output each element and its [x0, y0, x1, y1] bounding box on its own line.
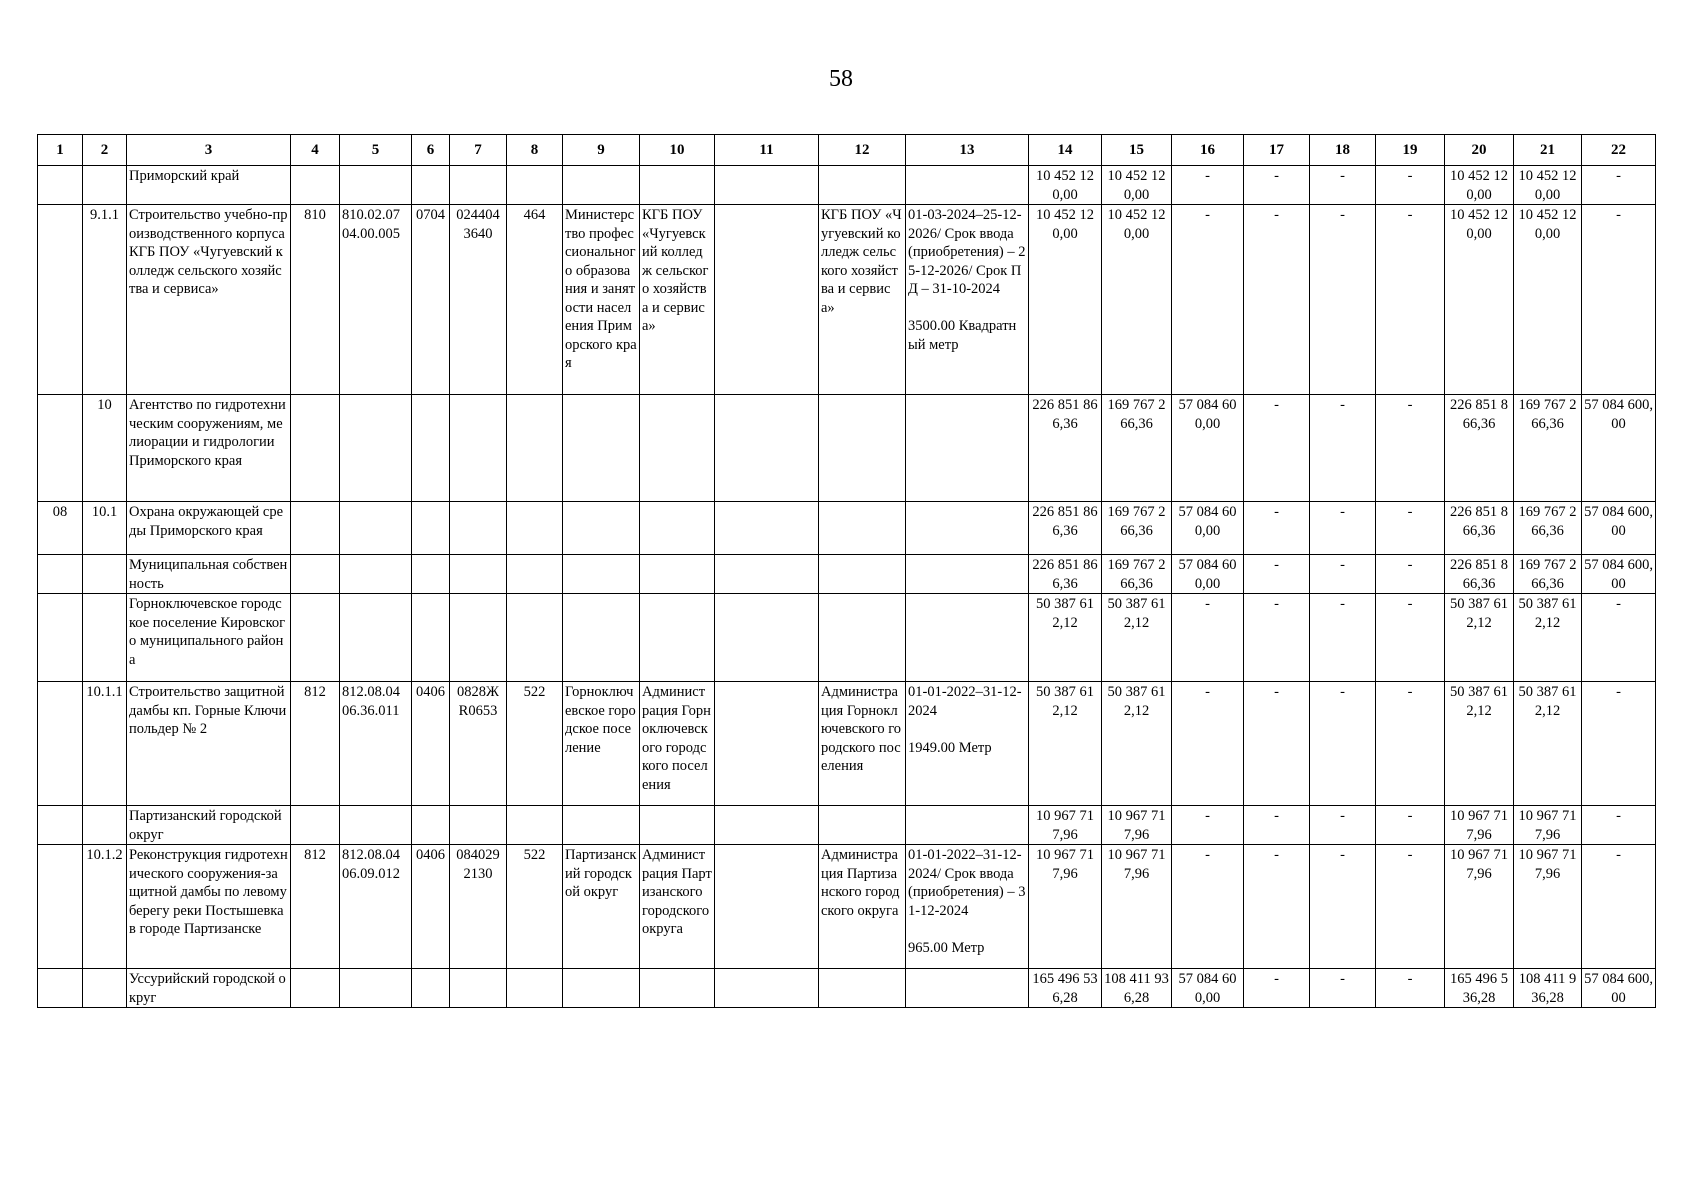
- table-cell-col-22: -: [1582, 682, 1656, 806]
- table-cell-col-15: 10 452 120,00: [1102, 205, 1172, 395]
- table-cell-col-5: 810.02.07 04.00.005: [340, 205, 412, 395]
- table-cell-col-3: Приморский край: [127, 166, 291, 205]
- table-cell-col-17: -: [1244, 682, 1310, 806]
- table-cell-col-16: -: [1172, 845, 1244, 969]
- table-cell-col-4: [291, 395, 340, 502]
- table-cell-col-14: 10 452 120,00: [1029, 205, 1102, 395]
- table-cell-col-7: 0828Ж R0653: [450, 682, 507, 806]
- table-cell-col-22: -: [1582, 205, 1656, 395]
- table-cell-col-5: [340, 166, 412, 205]
- table-cell-col-21: 10 452 120,00: [1514, 166, 1582, 205]
- page-number: 58: [829, 66, 853, 92]
- table-row: [38, 806, 1656, 845]
- table-cell-col-9: [563, 555, 640, 594]
- table-cell-col-20: 50 387 612,12: [1445, 594, 1514, 682]
- table-cell-col-6: 0704: [412, 205, 450, 395]
- column-header-22: 22: [1582, 135, 1656, 166]
- table-row: [38, 969, 1656, 1008]
- table-cell-col-10: [640, 969, 715, 1008]
- table-cell-col-15: 10 452 120,00: [1102, 166, 1172, 205]
- table-cell-col-1: [38, 166, 83, 205]
- table-cell-col-16: -: [1172, 682, 1244, 806]
- table-cell-col-15: 169 767 266,36: [1102, 395, 1172, 502]
- table-cell-col-7: [450, 395, 507, 502]
- table-cell-col-13: [906, 969, 1029, 1008]
- table-cell-col-19: -: [1376, 594, 1445, 682]
- table-cell-col-10: [640, 502, 715, 555]
- table-cell-col-21: 10 452 120,00: [1514, 205, 1582, 395]
- table-cell-col-2: 9.1.1: [83, 205, 127, 395]
- table-cell-col-1: [38, 806, 83, 845]
- table-cell-col-6: [412, 806, 450, 845]
- table-cell-col-8: [507, 555, 563, 594]
- table-cell-col-7: 084029 2130: [450, 845, 507, 969]
- table-cell-col-11: [715, 395, 819, 502]
- table-cell-col-1: [38, 682, 83, 806]
- table-cell-col-14: 10 967 717,96: [1029, 845, 1102, 969]
- table-cell-col-21: 169 767 266,36: [1514, 555, 1582, 594]
- table-cell-col-19: -: [1376, 166, 1445, 205]
- table-row: [38, 555, 1656, 594]
- table-cell-col-19: -: [1376, 555, 1445, 594]
- table-cell-col-16: 57 084 600,00: [1172, 969, 1244, 1008]
- table-cell-col-1: [38, 395, 83, 502]
- table-cell-col-15: 10 967 717,96: [1102, 806, 1172, 845]
- table-cell-col-15: 108 411 936,28: [1102, 969, 1172, 1008]
- table-cell-col-3: Партизанский городской округ: [127, 806, 291, 845]
- column-header-1: 1: [38, 135, 83, 166]
- table-cell-col-17: -: [1244, 806, 1310, 845]
- column-header-15: 15: [1102, 135, 1172, 166]
- table-cell-col-10: Администрация Горноключевского городского поселения: [640, 682, 715, 806]
- table-cell-col-19: -: [1376, 502, 1445, 555]
- table-cell-col-5: [340, 806, 412, 845]
- table-cell-col-14: 10 452 120,00: [1029, 166, 1102, 205]
- table-cell-col-14: 165 496 536,28: [1029, 969, 1102, 1008]
- table-cell-col-8: 522: [507, 845, 563, 969]
- table-cell-col-15: 169 767 266,36: [1102, 502, 1172, 555]
- column-header-13: 13: [906, 135, 1029, 166]
- table-cell-col-22: -: [1582, 845, 1656, 969]
- table-cell-col-7: [450, 969, 507, 1008]
- table-cell-col-21: 10 967 717,96: [1514, 806, 1582, 845]
- table-cell-col-20: 165 496 536,28: [1445, 969, 1514, 1008]
- table-cell-col-14: 50 387 612,12: [1029, 682, 1102, 806]
- budget-table: [37, 134, 1656, 1008]
- table-cell-col-9: [563, 166, 640, 205]
- column-header-6: 6: [412, 135, 450, 166]
- table-cell-col-5: 812.08.04 06.36.011: [340, 682, 412, 806]
- table-cell-col-18: -: [1310, 845, 1376, 969]
- column-header-10: 10: [640, 135, 715, 166]
- table-cell-col-14: 226 851 866,36: [1029, 502, 1102, 555]
- table-cell-col-12: [819, 594, 906, 682]
- column-header-18: 18: [1310, 135, 1376, 166]
- table-cell-col-17: -: [1244, 845, 1310, 969]
- table-cell-col-12: Администрация Партизанского городского округа: [819, 845, 906, 969]
- table-cell-col-5: [340, 502, 412, 555]
- table-cell-col-2: 10.1: [83, 502, 127, 555]
- table-cell-col-13: 01-01-2022–31-12-2024/ Срок ввода (приобретения) – 31-12-2024 965.00 Метр: [906, 845, 1029, 969]
- table-cell-col-6: [412, 555, 450, 594]
- table-cell-col-8: [507, 969, 563, 1008]
- table-cell-col-10: [640, 555, 715, 594]
- table-cell-col-1: [38, 555, 83, 594]
- table-cell-col-6: [412, 969, 450, 1008]
- table-cell-col-12: [819, 502, 906, 555]
- table-cell-col-4: [291, 594, 340, 682]
- table-cell-col-1: [38, 205, 83, 395]
- column-header-11: 11: [715, 135, 819, 166]
- table-cell-col-11: [715, 845, 819, 969]
- column-header-16: 16: [1172, 135, 1244, 166]
- table-cell-col-3: Реконструкция гидротехнического сооружения-защитной дамбы по левому берегу реки Постышевка в городе Партизанске: [127, 845, 291, 969]
- table-cell-col-22: 57 084 600,00: [1582, 395, 1656, 502]
- column-header-20: 20: [1445, 135, 1514, 166]
- table-cell-col-21: 108 411 936,28: [1514, 969, 1582, 1008]
- table-cell-col-9: [563, 969, 640, 1008]
- table-cell-col-17: -: [1244, 205, 1310, 395]
- table-cell-col-9: Партизанский городской округ: [563, 845, 640, 969]
- table-cell-col-17: -: [1244, 555, 1310, 594]
- table-cell-col-16: -: [1172, 166, 1244, 205]
- table-cell-col-10: [640, 806, 715, 845]
- table-cell-col-5: 812.08.04 06.09.012: [340, 845, 412, 969]
- table-cell-col-13: [906, 166, 1029, 205]
- table-cell-col-7: [450, 594, 507, 682]
- table-cell-col-3: Строительство защитной дамбы кп. Горные Ключи польдер № 2: [127, 682, 291, 806]
- table-cell-col-22: -: [1582, 594, 1656, 682]
- table-cell-col-15: 50 387 612,12: [1102, 682, 1172, 806]
- table-cell-col-11: [715, 806, 819, 845]
- table-cell-col-3: Уссурийский городской округ: [127, 969, 291, 1008]
- header-row: [38, 135, 1656, 166]
- table-cell-col-8: 464: [507, 205, 563, 395]
- table-cell-col-7: 024404 3640: [450, 205, 507, 395]
- table-cell-col-21: 50 387 612,12: [1514, 594, 1582, 682]
- table-cell-col-16: -: [1172, 806, 1244, 845]
- column-header-7: 7: [450, 135, 507, 166]
- table-cell-col-4: 812: [291, 682, 340, 806]
- table-cell-col-2: 10: [83, 395, 127, 502]
- table-cell-col-2: 10.1.1: [83, 682, 127, 806]
- table-cell-col-18: -: [1310, 594, 1376, 682]
- table-cell-col-2: [83, 594, 127, 682]
- table-cell-col-22: 57 084 600,00: [1582, 555, 1656, 594]
- table-cell-col-20: 10 452 120,00: [1445, 166, 1514, 205]
- table-cell-col-17: -: [1244, 166, 1310, 205]
- column-header-19: 19: [1376, 135, 1445, 166]
- table-cell-col-4: [291, 166, 340, 205]
- table-cell-col-10: КГБ ПОУ «Чугуевский колледж сельского хозяйства и сервиса»: [640, 205, 715, 395]
- table-cell-col-12: КГБ ПОУ «Чугуевский колледж сельского хозяйства и сервиса»: [819, 205, 906, 395]
- table-cell-col-5: [340, 395, 412, 502]
- table-cell-col-6: 0406: [412, 682, 450, 806]
- table-cell-col-4: 810: [291, 205, 340, 395]
- table-cell-col-7: [450, 502, 507, 555]
- table-cell-col-12: [819, 166, 906, 205]
- table-cell-col-4: [291, 806, 340, 845]
- table-cell-col-11: [715, 555, 819, 594]
- table-cell-col-12: [819, 806, 906, 845]
- table-cell-col-5: [340, 555, 412, 594]
- table-cell-col-2: [83, 555, 127, 594]
- table-cell-col-22: -: [1582, 166, 1656, 205]
- table-row: [38, 682, 1656, 806]
- table-cell-col-18: -: [1310, 969, 1376, 1008]
- table-cell-col-6: 0406: [412, 845, 450, 969]
- table-cell-col-22: 57 084 600,00: [1582, 502, 1656, 555]
- column-header-4: 4: [291, 135, 340, 166]
- table-cell-col-19: -: [1376, 969, 1445, 1008]
- table-cell-col-9: [563, 395, 640, 502]
- table-cell-col-6: [412, 395, 450, 502]
- table-row: [38, 205, 1656, 395]
- table-cell-col-4: [291, 502, 340, 555]
- table-cell-col-19: -: [1376, 845, 1445, 969]
- table-cell-col-2: [83, 166, 127, 205]
- table-cell-col-10: [640, 166, 715, 205]
- table-cell-col-13: 01-01-2022–31-12-2024 1949.00 Метр: [906, 682, 1029, 806]
- table-cell-col-20: 10 967 717,96: [1445, 845, 1514, 969]
- table-cell-col-13: [906, 395, 1029, 502]
- table-cell-col-14: 226 851 866,36: [1029, 555, 1102, 594]
- table-cell-col-8: [507, 806, 563, 845]
- table-cell-col-22: 57 084 600,00: [1582, 969, 1656, 1008]
- table-cell-col-14: 10 967 717,96: [1029, 806, 1102, 845]
- table-cell-col-1: [38, 594, 83, 682]
- table-cell-col-5: [340, 594, 412, 682]
- table-cell-col-8: [507, 395, 563, 502]
- table-cell-col-10: Администрация Партизанского городского округа: [640, 845, 715, 969]
- table-cell-col-11: [715, 682, 819, 806]
- column-header-21: 21: [1514, 135, 1582, 166]
- table-cell-col-9: Министерство профессионального образования и занятости населения Приморского края: [563, 205, 640, 395]
- table-cell-col-9: [563, 806, 640, 845]
- column-header-12: 12: [819, 135, 906, 166]
- table-cell-col-11: [715, 205, 819, 395]
- table-cell-col-21: 10 967 717,96: [1514, 845, 1582, 969]
- table-cell-col-16: 57 084 600,00: [1172, 502, 1244, 555]
- table-cell-col-9: Горноключевское городское поселение: [563, 682, 640, 806]
- table-cell-col-1: 08: [38, 502, 83, 555]
- table-row: [38, 594, 1656, 682]
- table-cell-col-18: -: [1310, 806, 1376, 845]
- table-cell-col-12: [819, 969, 906, 1008]
- table-cell-col-2: 10.1.2: [83, 845, 127, 969]
- table-cell-col-18: -: [1310, 555, 1376, 594]
- table-cell-col-14: 50 387 612,12: [1029, 594, 1102, 682]
- table-cell-col-3: Муниципальная собственность: [127, 555, 291, 594]
- table-cell-col-4: [291, 555, 340, 594]
- table-cell-col-17: -: [1244, 395, 1310, 502]
- table-cell-col-12: Администрация Горноключевского городского поселения: [819, 682, 906, 806]
- table-cell-col-21: 169 767 266,36: [1514, 395, 1582, 502]
- table-cell-col-10: [640, 594, 715, 682]
- table-cell-col-19: -: [1376, 395, 1445, 502]
- column-header-9: 9: [563, 135, 640, 166]
- column-header-5: 5: [340, 135, 412, 166]
- table-row: [38, 395, 1656, 502]
- table-row: [38, 502, 1656, 555]
- table-cell-col-20: 226 851 866,36: [1445, 502, 1514, 555]
- table-cell-col-3: Строительство учебно-производственного корпуса КГБ ПОУ «Чугуевский колледж сельского хозяйства и сервиса»: [127, 205, 291, 395]
- table-cell-col-22: -: [1582, 806, 1656, 845]
- table-cell-col-3: Агентство по гидротехническим сооружениям, мелиорации и гидрологии Приморского края: [127, 395, 291, 502]
- table-cell-col-20: 10 452 120,00: [1445, 205, 1514, 395]
- table-cell-col-9: [563, 594, 640, 682]
- table-cell-col-17: -: [1244, 969, 1310, 1008]
- table-cell-col-8: [507, 166, 563, 205]
- table-cell-col-17: -: [1244, 594, 1310, 682]
- table-cell-col-6: [412, 502, 450, 555]
- table-cell-col-4: [291, 969, 340, 1008]
- table-cell-col-13: [906, 806, 1029, 845]
- table-cell-col-5: [340, 969, 412, 1008]
- column-header-14: 14: [1029, 135, 1102, 166]
- table-cell-col-18: -: [1310, 395, 1376, 502]
- table-cell-col-19: -: [1376, 806, 1445, 845]
- table-cell-col-6: [412, 594, 450, 682]
- table-cell-col-12: [819, 395, 906, 502]
- table-cell-col-17: -: [1244, 502, 1310, 555]
- table-cell-col-11: [715, 166, 819, 205]
- table-cell-col-11: [715, 969, 819, 1008]
- table-cell-col-16: -: [1172, 594, 1244, 682]
- table-cell-col-8: 522: [507, 682, 563, 806]
- table-cell-col-3: Охрана окружающей среды Приморского края: [127, 502, 291, 555]
- table-cell-col-13: [906, 594, 1029, 682]
- table-cell-col-15: 10 967 717,96: [1102, 845, 1172, 969]
- column-header-3: 3: [127, 135, 291, 166]
- table-cell-col-13: 01-03-2024–25-12-2026/ Срок ввода (приобретения) – 25-12-2026/ Срок ПД – 31-10-2024 3500.00 Квадратный метр: [906, 205, 1029, 395]
- table-cell-col-7: [450, 806, 507, 845]
- table-cell-col-8: [507, 502, 563, 555]
- table-cell-col-1: [38, 845, 83, 969]
- table-cell-col-6: [412, 166, 450, 205]
- table-cell-col-20: 226 851 866,36: [1445, 555, 1514, 594]
- table-cell-col-13: [906, 555, 1029, 594]
- table-cell-col-18: -: [1310, 205, 1376, 395]
- table-cell-col-1: [38, 969, 83, 1008]
- column-header-8: 8: [507, 135, 563, 166]
- table-cell-col-2: [83, 806, 127, 845]
- table-cell-col-9: [563, 502, 640, 555]
- table-cell-col-11: [715, 502, 819, 555]
- table-cell-col-20: 226 851 866,36: [1445, 395, 1514, 502]
- table-row: [38, 166, 1656, 205]
- column-header-17: 17: [1244, 135, 1310, 166]
- table-cell-col-4: 812: [291, 845, 340, 969]
- table-cell-col-19: -: [1376, 205, 1445, 395]
- table-cell-col-16: -: [1172, 205, 1244, 395]
- table-cell-col-3: Горноключевское городское поселение Кировского муниципального района: [127, 594, 291, 682]
- table-row: [38, 845, 1656, 969]
- table-cell-col-12: [819, 555, 906, 594]
- table-cell-col-20: 50 387 612,12: [1445, 682, 1514, 806]
- table-cell-col-18: -: [1310, 166, 1376, 205]
- table-cell-col-2: [83, 969, 127, 1008]
- table-cell-col-21: 169 767 266,36: [1514, 502, 1582, 555]
- table-cell-col-16: 57 084 600,00: [1172, 395, 1244, 502]
- table-cell-col-8: [507, 594, 563, 682]
- table-cell-col-18: -: [1310, 682, 1376, 806]
- table-cell-col-13: [906, 502, 1029, 555]
- table-cell-col-15: 50 387 612,12: [1102, 594, 1172, 682]
- table-cell-col-21: 50 387 612,12: [1514, 682, 1582, 806]
- table-cell-col-11: [715, 594, 819, 682]
- table-cell-col-7: [450, 555, 507, 594]
- column-header-2: 2: [83, 135, 127, 166]
- table-cell-col-15: 169 767 266,36: [1102, 555, 1172, 594]
- table-cell-col-10: [640, 395, 715, 502]
- table-body: [38, 166, 1656, 1008]
- table-cell-col-14: 226 851 866,36: [1029, 395, 1102, 502]
- table-cell-col-20: 10 967 717,96: [1445, 806, 1514, 845]
- table-cell-col-16: 57 084 600,00: [1172, 555, 1244, 594]
- table-cell-col-19: -: [1376, 682, 1445, 806]
- table-cell-col-7: [450, 166, 507, 205]
- table-cell-col-18: -: [1310, 502, 1376, 555]
